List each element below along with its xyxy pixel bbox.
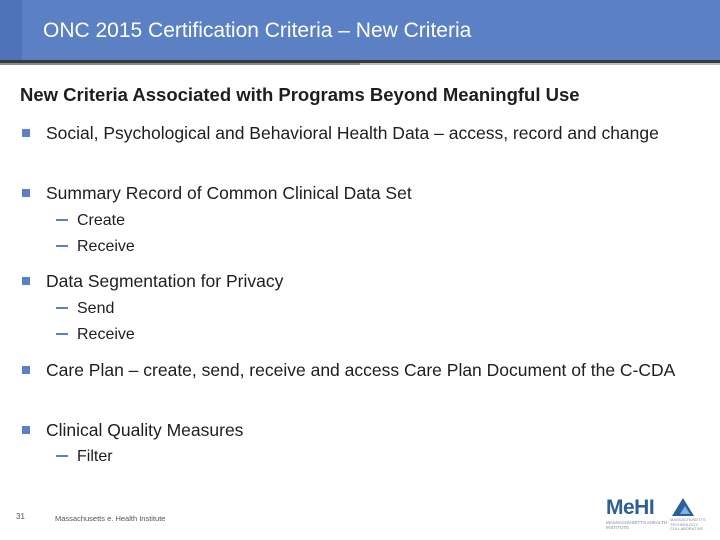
sub-item bbox=[56, 237, 135, 257]
bullet-item: Clinical Quality Measures bbox=[46, 420, 244, 440]
bullet-square-icon bbox=[22, 366, 30, 374]
title-bar-accent bbox=[0, 0, 22, 60]
footer-organization: Massachusetts e. Health Institute bbox=[55, 514, 166, 523]
sub-item bbox=[56, 211, 125, 231]
dash-icon bbox=[56, 245, 68, 247]
bullet-square-icon bbox=[22, 277, 30, 285]
slide-title: ONC 2015 Certification Criteria – New Criteria bbox=[43, 19, 472, 42]
bullet-item: Summary Record of Common Clinical Data Set bbox=[46, 183, 412, 203]
sub-item bbox=[56, 447, 113, 467]
slide-number: 31 bbox=[16, 512, 25, 521]
sub-item-label: Filter bbox=[77, 448, 113, 465]
partner-logo-icon-inner bbox=[680, 506, 690, 514]
sub-item-label: Receive bbox=[77, 238, 135, 255]
sub-item-label: Create bbox=[77, 212, 126, 229]
dash-icon bbox=[56, 455, 68, 457]
bullet-item: Data Segmentation for Privacy bbox=[46, 271, 284, 291]
sub-item bbox=[56, 299, 114, 319]
header-divider-shadow-right bbox=[360, 63, 720, 65]
sub-item-label: Receive bbox=[77, 326, 135, 343]
bullet-square-icon bbox=[22, 189, 30, 197]
partner-logo-text: MASSACHUSETTS TECHNOLOGY COLLABORATIVE bbox=[670, 517, 706, 531]
dash-icon bbox=[56, 219, 68, 221]
mehi-logo bbox=[606, 496, 706, 531]
logo-wordmark: MeHI bbox=[606, 496, 655, 519]
bullet-item: Care Plan – create, send, receive and access Care Plan Document of the C-CDA bbox=[46, 360, 676, 380]
sub-item-label: Send bbox=[77, 300, 115, 317]
bullet-item: Social, Psychological and Behavioral Health Data – access, record and change bbox=[46, 123, 659, 143]
dash-icon bbox=[56, 307, 68, 309]
logo-subtext: MASSACHUSETTS eHEALTH INSTITUTE bbox=[606, 520, 668, 530]
content-subtitle: New Criteria Associated with Programs Beyond Meaningful Use bbox=[20, 84, 580, 105]
bullet-square-icon bbox=[22, 426, 30, 434]
dash-icon bbox=[56, 333, 68, 335]
sub-item bbox=[56, 325, 135, 345]
header-divider-shadow-left bbox=[0, 63, 360, 65]
bullet-square-icon bbox=[22, 129, 30, 137]
